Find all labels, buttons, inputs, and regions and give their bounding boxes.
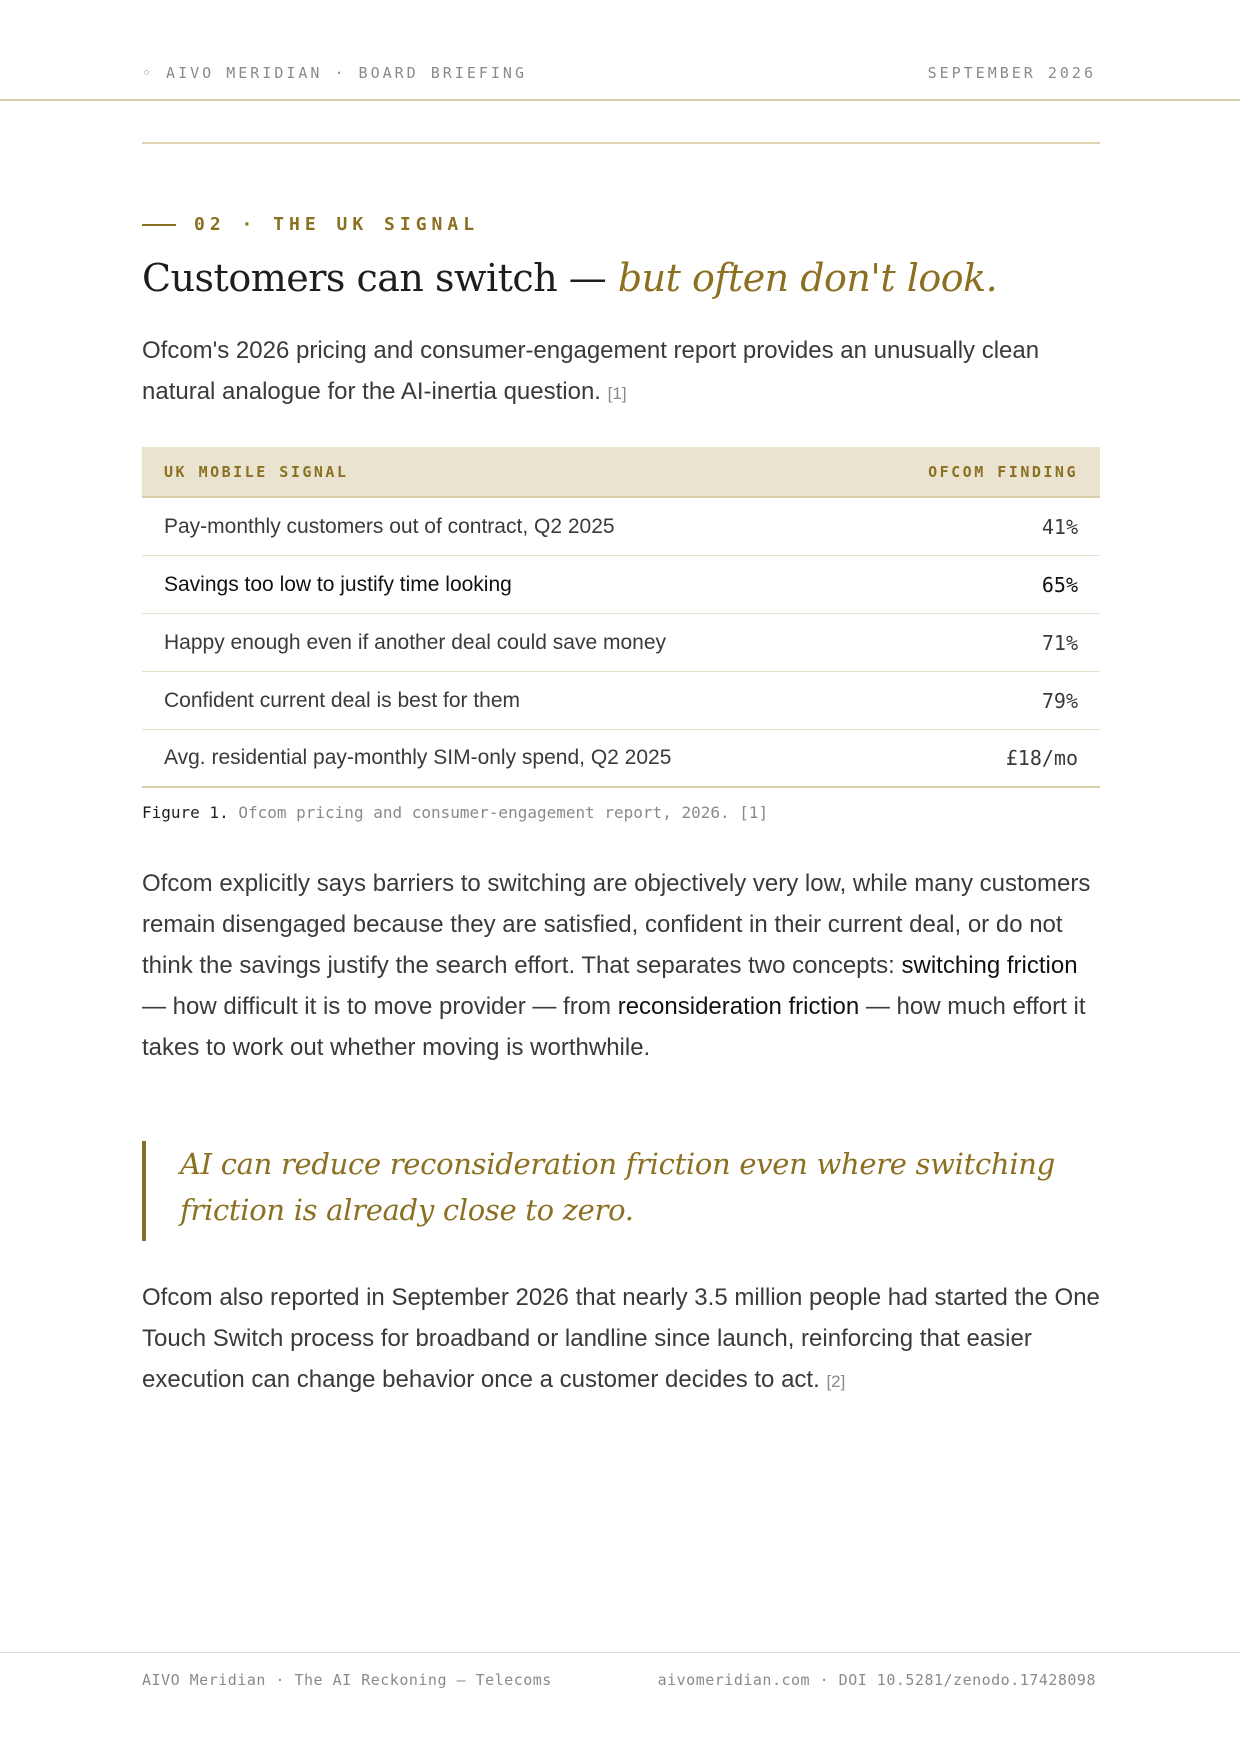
header-date: SEPTEMBER 2026 — [927, 64, 1096, 82]
body-text: Ofcom also reported in September 2026 that nearly 3.5 million people had started the One Touch Switch process for broadband or landline since launch, reinforcing that easier execution can change behavior once a customer decides to act. — [142, 1284, 1100, 1393]
figure-caption — [142, 803, 768, 822]
intro-paragraph — [142, 330, 1102, 414]
caption-label: Figure 1. — [142, 803, 229, 822]
title-accent: but often don't look. — [617, 256, 998, 300]
row-value: £18/mo — [1005, 746, 1078, 770]
caption-text: Ofcom pricing and consumer-engagement report, 2026. [1] — [238, 803, 769, 822]
page-footer — [0, 1652, 1240, 1755]
body-paragraph — [142, 863, 1102, 1068]
table-row — [142, 672, 1100, 730]
column-header-finding: OFCOM FINDING — [928, 462, 1078, 481]
eyebrow-rule — [142, 224, 176, 226]
row-value: 65% — [1041, 572, 1078, 597]
table-row — [142, 556, 1100, 614]
table-row — [142, 498, 1100, 556]
row-label: Confident current deal is best for them — [164, 688, 521, 712]
divider — [142, 142, 1100, 144]
citation-link[interactable]: [1] — [607, 384, 627, 403]
table-header — [142, 447, 1100, 498]
row-value: 71% — [1041, 630, 1078, 655]
term-reconsideration-friction: reconsideration friction — [617, 993, 860, 1020]
section-title — [142, 256, 997, 300]
intro-text: Ofcom's 2026 pricing and consumer-engagement report provides an unusually clean natural analogue for the AI-inertia question. — [142, 337, 1040, 405]
body-text: — how difficult it is to move provider — from — [142, 993, 618, 1020]
row-label: Happy enough even if another deal could save money — [164, 630, 667, 654]
row-label: Savings too low to justify time looking — [164, 572, 512, 596]
header-brand: ◦ AIVO MERIDIAN · BOARD BRIEFING — [142, 64, 527, 82]
row-label: Avg. residential pay-monthly SIM-only spend, Q2 2025 — [164, 746, 672, 769]
footer-title: AIVO Meridian · The AI Reckoning — Telecoms — [142, 1671, 552, 1689]
body-text: — how much effort it takes to work out whether moving is worthwhile. — [142, 993, 1086, 1061]
title-main: Customers can switch — — [142, 256, 618, 300]
signal-table — [142, 447, 1100, 788]
table-row — [142, 614, 1100, 672]
body-paragraph — [142, 1277, 1102, 1402]
page-header — [0, 0, 1240, 101]
body-text: Ofcom explicitly says barriers to switching are objectively very low, while many customers remain disengaged because they are satisfied, confident in their current deal, or do not think the savings justify the search effort. That separates two concepts: — [142, 870, 1091, 979]
eyebrow-text: 02 · THE UK SIGNAL — [194, 214, 480, 235]
row-value: 79% — [1041, 688, 1078, 713]
row-value: 41% — [1041, 514, 1078, 539]
quote-text: AI can reduce reconsideration friction even where switching friction is already close to zero. — [180, 1147, 1055, 1227]
column-header-signal: UK MOBILE SIGNAL — [164, 462, 349, 481]
row-label: Pay-monthly customers out of contract, Q2 2025 — [164, 514, 615, 538]
footer-doi[interactable]: aivomeridian.com · DOI 10.5281/zenodo.17428098 — [657, 1671, 1096, 1689]
citation-link[interactable]: [2] — [826, 1372, 846, 1391]
pull-quote — [142, 1141, 1100, 1241]
table-row — [142, 730, 1100, 788]
section-eyebrow — [142, 214, 479, 235]
term-switching-friction: switching friction — [901, 952, 1078, 979]
